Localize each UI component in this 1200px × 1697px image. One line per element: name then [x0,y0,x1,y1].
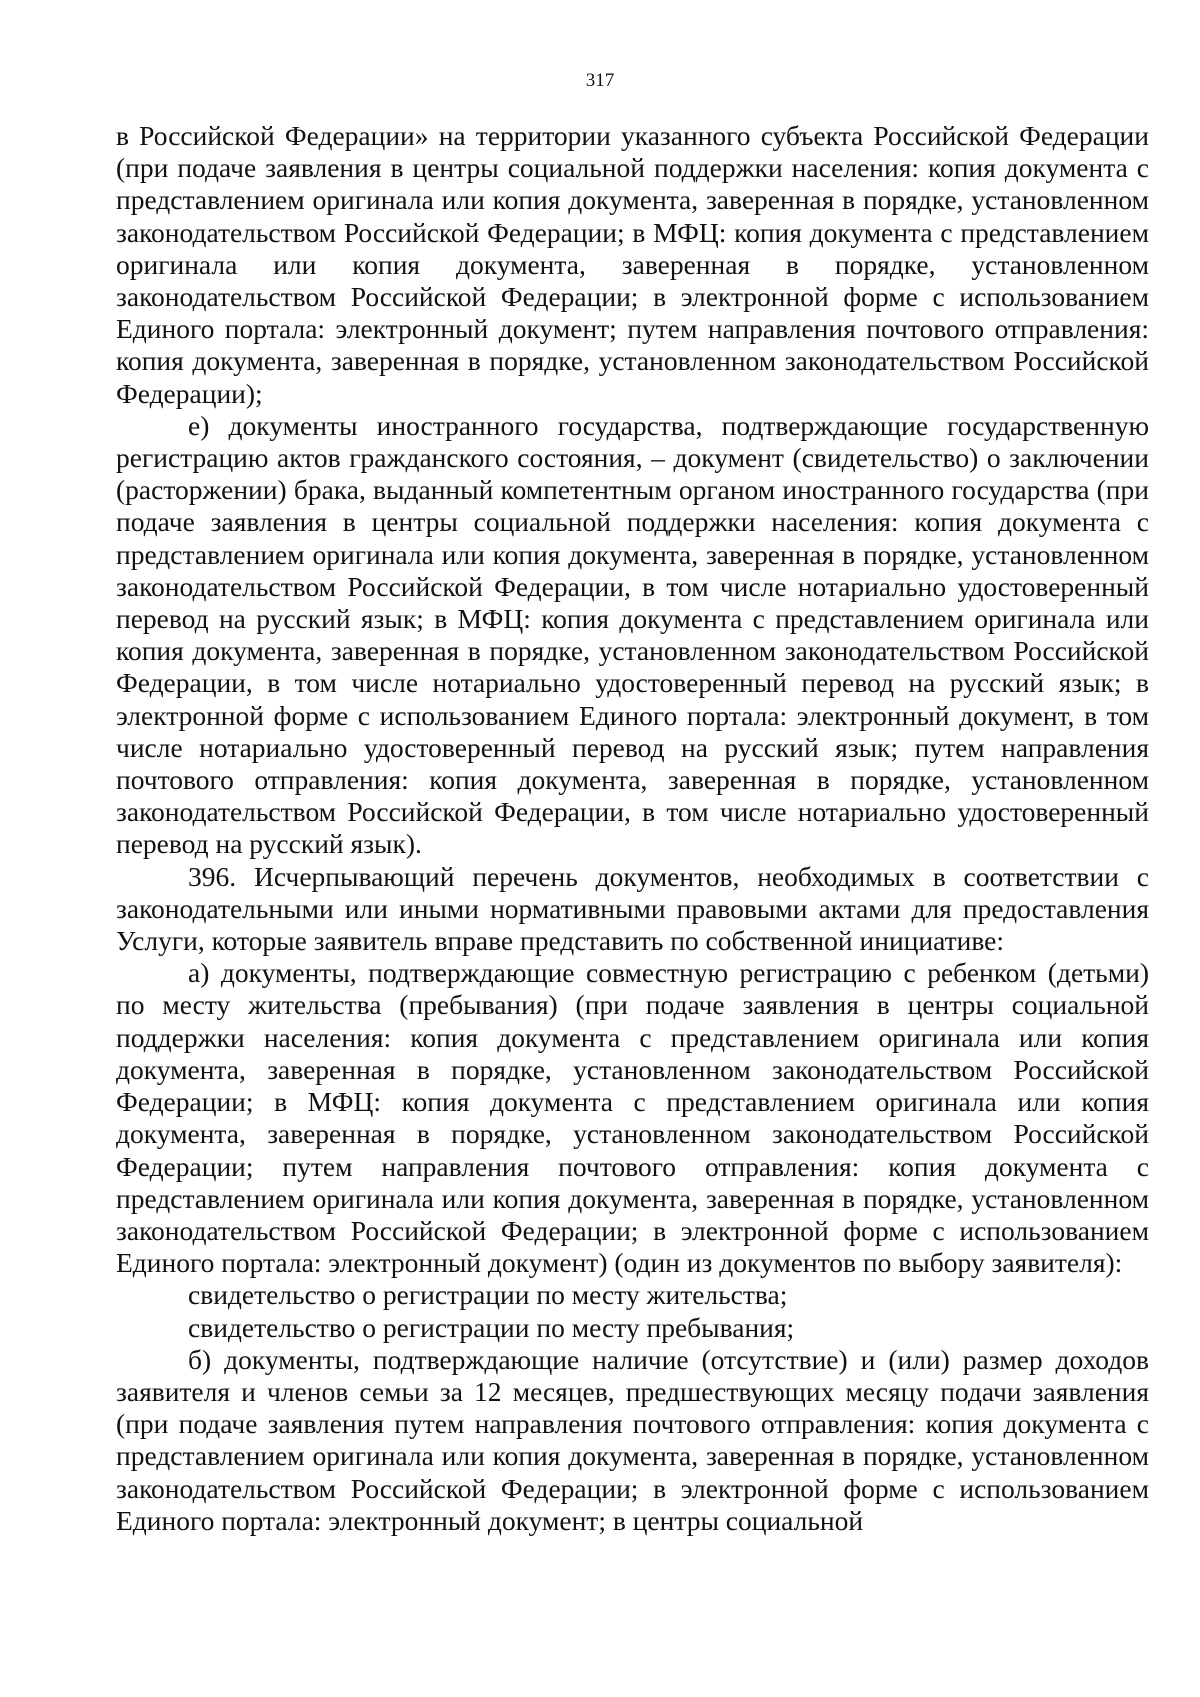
page-number: 317 [585,70,615,91]
paragraph-item-a: а) документы, подтверждающие совместную регистрацию с ребенком (детьми) по месту жительства (пребывания) (при подаче заявления в центры социальной поддержки населения: копия документа с представлением оригинала или копия документа, заверенная в порядке, установленном законодательством Российской Федерации; в МФЦ: копия документа с представлением оригинала или копия документа, заверенная в порядке, установленном законодательством Российской Федерации; путем направления почтового отправления: копия документа с представлением оригинала или копия документа, заверенная в порядке, установленном законодательством Российской Федерации; в электронной форме с использованием Единого портала: электронный документ) (один из документов по выбору заявителя): [116,957,1149,1279]
paragraph-item-b: б) документы, подтверждающие наличие (отсутствие) и (или) размер доходов заявителя и членов семьи за 12 месяцев, предшествующих месяцу подачи заявления (при подаче заявления путем направления почтового отправления: копия документа с представлением оригинала или копия документа, заверенная в порядке, установленном законодательством Российской Федерации; в электронной форме с использованием Единого портала: электронный документ; в центры социальной [116,1343,1149,1536]
paragraph-item-e: е) документы иностранного государства, подтверждающие государственную регистрацию актов гражданского состояния, – документ (свидетельство) о заключении (расторжении) брака, выданный компетентным органом иностранного государства (при подаче заявления в центры социальной поддержки населения: копия документа с представлением оригинала или копия документа, заверенная в порядке, установленном законодательством Российской Федерации, в том числе нотариально удостоверенный перевод на русский язык; в МФЦ: копия документа с представлением оригинала или копия документа, заверенная в порядке, установленном законодательством Российской Федерации, в том числе нотариально удостоверенный перевод на русский язык; в электронной форме с использованием Единого портала: электронный документ, в том числе нотариально удостоверенный перевод на русский язык; путем направления почтового отправления: копия документа, заверенная в порядке, установленном законодательством Российской Федерации, в том числе нотариально удостоверенный перевод на русский язык). [116,409,1149,860]
document-body [116,120,1149,1537]
list-item-residence-certificate: свидетельство о регистрации по месту жительства; [188,1279,788,1311]
paragraph-396: 396. Исчерпывающий перечень документов, необходимых в соответствии с законодательными или иными нормативными правовыми актами для предоставления Услуги, которые заявитель вправе представить по собственной инициативе: [116,860,1149,957]
paragraph-continuation: в Российской Федерации» на территории указанного субъекта Российской Федерации (при подаче заявления в центры социальной поддержки населения: копия документа с представлением оригинала или копия документа, заверенная в порядке, установленном законодательством Российской Федерации; в МФЦ: копия документа с представлением оригинала или копия документа, заверенная в порядке, установленном законодательством Российской Федерации; в электронной форме с использованием Единого портала: электронный документ; путем направления почтового отправления: копия документа, заверенная в порядке, установленном законодательством Российской Федерации); [116,120,1149,409]
list-item-stay-certificate: свидетельство о регистрации по месту пребывания; [188,1311,795,1343]
